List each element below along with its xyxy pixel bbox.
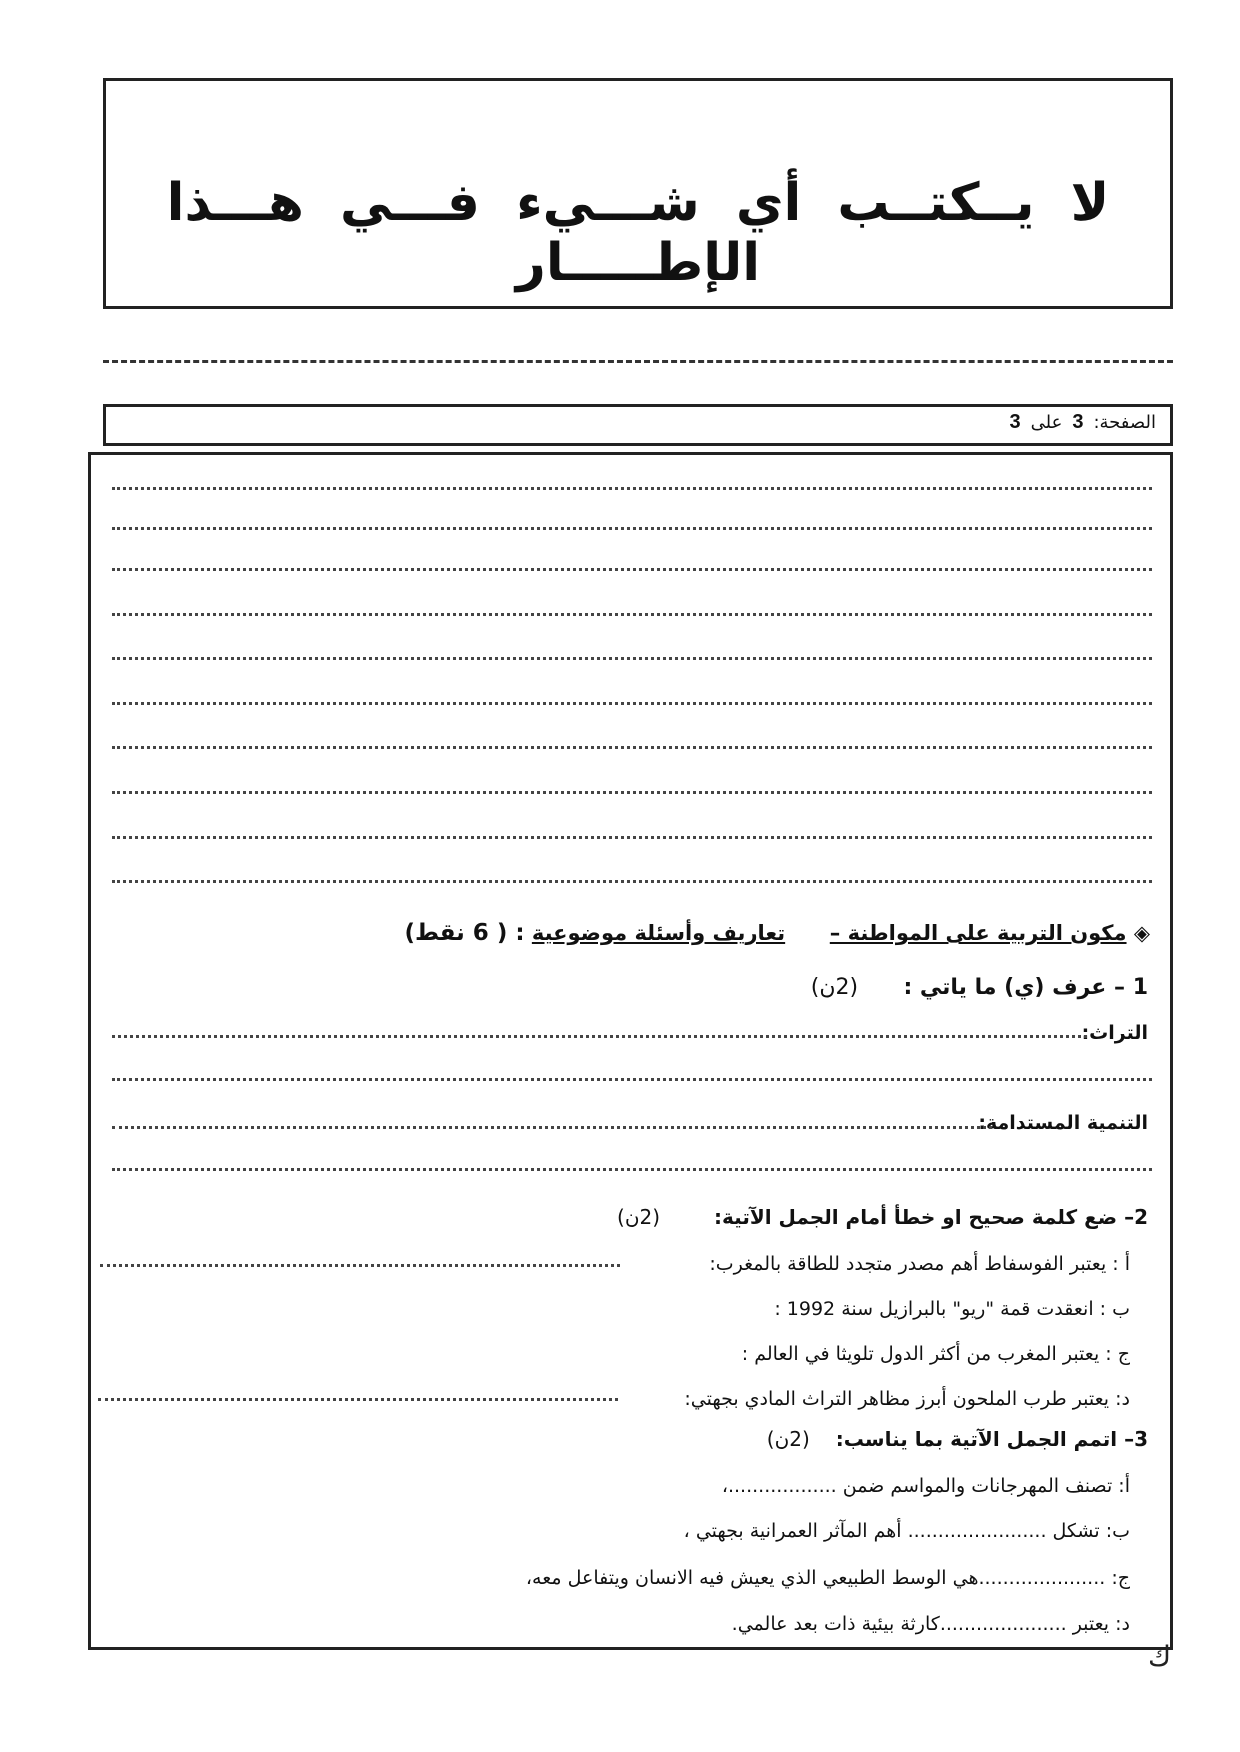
- answer-line[interactable]: [100, 1264, 620, 1267]
- page-counter: [1010, 411, 1157, 434]
- cut-line: [103, 360, 1173, 363]
- q3-item-c: ج: .....................هي الوسط الطبيعي الذي يعيش فيه الانسان ويتفاعل معه،: [525, 1567, 1130, 1589]
- q1-prompt: عرف (ي) ما ياتي :: [903, 975, 1107, 1000]
- q2-heading: [617, 1205, 1148, 1229]
- corner-mark: ك: [1148, 1640, 1172, 1673]
- q1-term-sustainable: التنمية المستدامة:: [978, 1112, 1148, 1134]
- answer-line[interactable]: [112, 487, 1152, 490]
- answer-line[interactable]: [112, 568, 1152, 571]
- no-write-warning: لا يــكتــب أي شـــيء فـــي هـــذا الإطـــــار: [166, 173, 1110, 293]
- answer-line[interactable]: [112, 836, 1152, 839]
- q3-heading: [767, 1427, 1148, 1451]
- q1-term-heritage: التراث:: [1081, 1022, 1148, 1044]
- answer-line[interactable]: [112, 657, 1152, 660]
- q3-item-b: ب: تشكل ....................... أهم المآثر العمرانية بجهتي ،: [683, 1520, 1130, 1542]
- q2-number: 2–: [1124, 1205, 1148, 1229]
- diamond-icon: ◈: [1133, 921, 1150, 945]
- q1-heading: [811, 975, 1148, 1000]
- q3-points: (2ن): [766, 1427, 810, 1451]
- no-write-box: [103, 78, 1173, 309]
- answer-line[interactable]: [112, 880, 1152, 883]
- answer-line[interactable]: [112, 527, 1152, 530]
- q2-item-c: ج : يعتبر المغرب من أكثر الدول تلويثا في العالم :: [741, 1343, 1130, 1365]
- q2-item-a: أ : يعتبر الفوسفاط أهم مصدر متجدد للطاقة بالمغرب:: [709, 1253, 1130, 1275]
- q1-points: (2ن): [810, 975, 859, 1000]
- answer-line[interactable]: [112, 613, 1152, 616]
- q1-number: 1 –: [1114, 975, 1148, 1000]
- section-title-part2: تعاريف وأسئلة موضوعية: [531, 921, 786, 945]
- page-counter-bar: [103, 404, 1173, 446]
- answer-line[interactable]: [112, 1126, 992, 1129]
- answer-line[interactable]: [112, 702, 1152, 705]
- page-current: 3: [1072, 411, 1084, 433]
- section-title-part1: مكون التربية على المواطنة –: [829, 921, 1127, 945]
- page-total: 3: [1009, 411, 1021, 433]
- q2-prompt: ضع كلمة صحيح او خطأ أمام الجمل الآتية:: [714, 1205, 1118, 1229]
- answer-frame: [88, 452, 1173, 1650]
- page-label: الصفحة:: [1093, 412, 1156, 433]
- section-heading: [404, 920, 1150, 946]
- q2-points: (2ن): [617, 1205, 661, 1229]
- answer-line[interactable]: [112, 746, 1152, 749]
- answer-line[interactable]: [112, 1035, 1087, 1038]
- q3-item-d: د: يعتبر .....................كارثة بيئية ذات بعد عالمي.: [731, 1613, 1130, 1635]
- page-of: على: [1030, 412, 1063, 433]
- answer-line[interactable]: [112, 1168, 1152, 1171]
- q3-number: 3–: [1124, 1427, 1148, 1451]
- answer-line[interactable]: [112, 1078, 1152, 1081]
- q2-item-b: ب : انعقدت قمة "ريو" بالبرازيل سنة 1992 :: [774, 1298, 1130, 1320]
- answer-line[interactable]: [112, 791, 1152, 794]
- answer-line[interactable]: [98, 1398, 618, 1401]
- section-points: : ( 6 نقط): [404, 920, 525, 946]
- q3-item-a: أ: تصنف المهرجانات والمواسم ضمن ..................،: [721, 1475, 1130, 1497]
- q3-prompt: اتمم الجمل الآتية بما يناسب:: [835, 1427, 1118, 1451]
- q2-item-d: د: يعتبر طرب الملحون أبرز مظاهر التراث المادي بجهتي:: [684, 1388, 1130, 1410]
